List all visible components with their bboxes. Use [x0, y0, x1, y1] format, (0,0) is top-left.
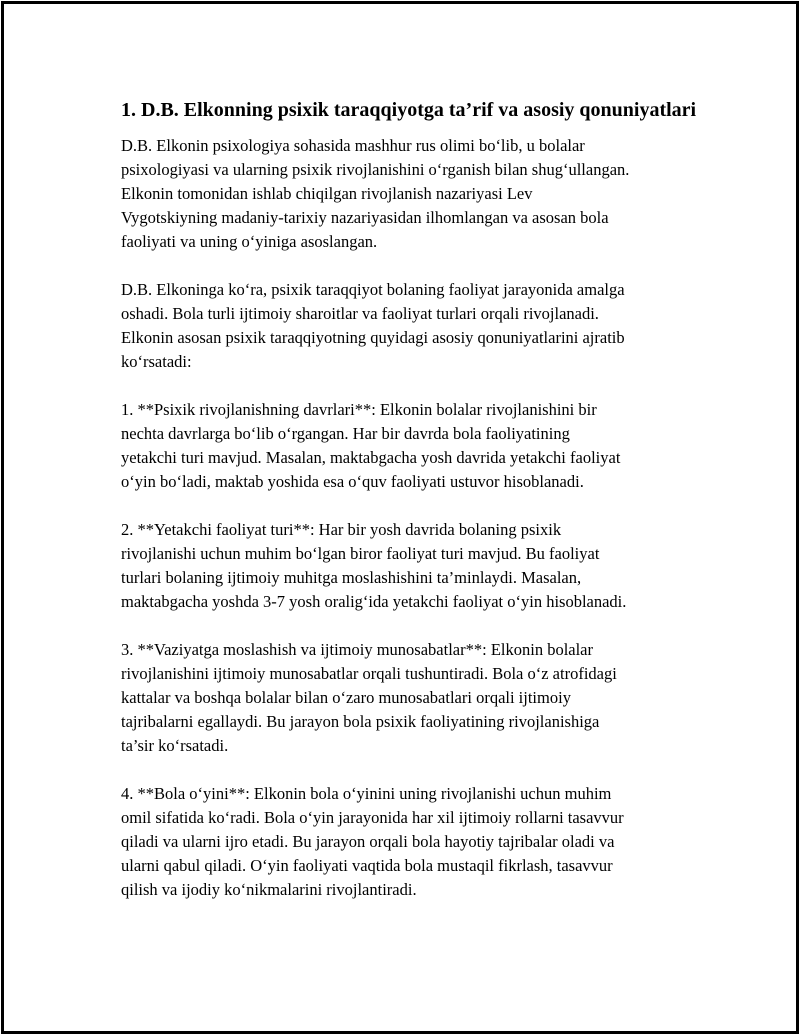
paragraph-item-2: 2. **Yetakchi faoliyat turi**: Har bir yosh davrida bolaning psixik rivojlanishi uchun muhim bo‘lgan biror faoliyat turi mavjud. Bu faoliyat turlari bolaning ijtimoiy muhitga moslashishini ta’minlaydi. Masalan, maktabgacha yoshda 3-7 yosh oralig‘ida yetakchi faoliyat o‘yin hisoblanadi.: [121, 520, 627, 611]
paragraph-overview: D.B. Elkoninga ko‘ra, psixik taraqqiyot bolaning faoliyat jarayonida amalga oshadi. Bola turli ijtimoiy sharoitlar va faoliyat turlari orqali rivojlanadi. Elkonin asosan psixik taraqqiyotning quyidagi asosiy qonuniyatlarini ajratib ko‘rsatadi:: [121, 280, 625, 371]
page-frame: [1, 1, 799, 1034]
paragraph-item-3: 3. **Vaziyatga moslashish va ijtimoiy munosabatlar**: Elkonin bolalar rivojlanishini ijtimoiy munosabatlar orqali tushuntiradi. Bola o‘z atrofidagi kattalar va boshqa bolalar bilan o‘zaro munosabatlari orqali ijtimoiy tajribalarni egallaydi. Bu jarayon bola psixik faoliyatining rivojlanishiga ta’sir ko‘rsatadi.: [121, 640, 617, 755]
section-heading: 1. D.B. Elkonning psixik taraqqiyotga ta’rif va asosiy qonuniyatlari: [121, 99, 697, 121]
paragraph-item-4: 4. **Bola o‘yini**: Elkonin bola o‘yinini uning rivojlanishi uchun muhim omil sifatida ko‘radi. Bola o‘yin jarayonida har xil ijtimoiy rollarni tasavvur qiladi va ularni ijro etadi. Bu jarayon orqali bola hayotiy tajribalar oladi va ularni qabul qiladi. O‘yin faoliyati vaqtida bola mustaqil fikrlash, tasavvur qilish va ijodiy ko‘nikmalarini rivojlantiradi.: [121, 784, 624, 899]
paragraph-item-1: 1. **Psixik rivojlanishning davrlari**: Elkonin bolalar rivojlanishini bir nechta davrlarga bo‘lib o‘rgangan. Har bir davrda bola faoliyatining yetakchi turi mavjud. Masalan, maktabgacha yosh davrida yetakchi faoliyat o‘yin bo‘ladi, maktab yoshida esa o‘quv faoliyati ustuvor hisoblanadi.: [121, 400, 621, 491]
paragraph-intro: D.B. Elkonin psixologiya sohasida mashhur rus olimi bo‘lib, u bolalar psixologiyasi va ularning psixik rivojlanishini o‘rganish bilan shug‘ullangan. Elkonin tomonidan ishlab chiqilgan rivojlanish nazariyasi Lev Vygotskiyning madaniy-tarixiy nazariyasidan ilhomlangan va asosan bola faoliyati va uning o‘yiniga asoslangan.: [121, 136, 630, 251]
document-body: [121, 97, 701, 926]
